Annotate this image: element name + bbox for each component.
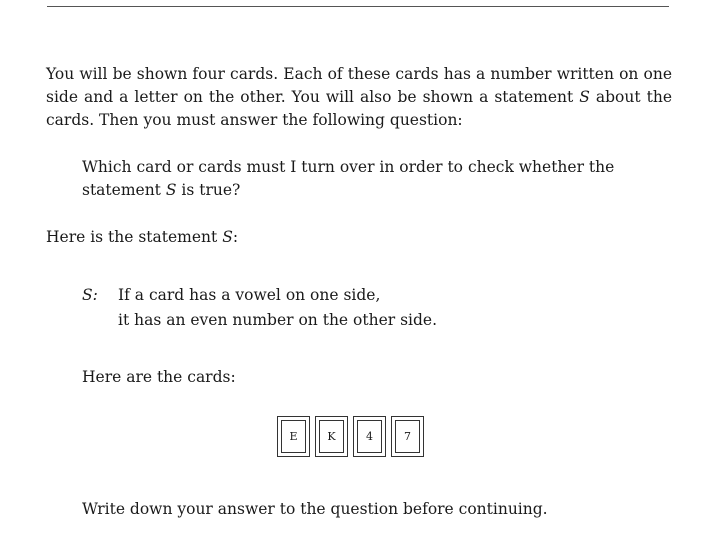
statement-body	[118, 283, 437, 333]
card-label: 4	[366, 430, 373, 443]
statement-line-1: If a card has a vowel on one side,	[118, 286, 381, 304]
intro-paragraph	[46, 63, 672, 132]
cards-row	[277, 416, 424, 457]
card-label: 7	[404, 430, 411, 443]
statement-label-text: S:	[82, 286, 98, 304]
statement-block	[82, 283, 437, 333]
card-e[interactable]	[277, 416, 310, 457]
cards-intro: Here are the cards:	[82, 368, 236, 386]
intro-var: S	[579, 88, 590, 106]
statement-label	[82, 283, 118, 333]
card-label: E	[289, 430, 298, 443]
final-instruction: Write down your answer to the question before continuing.	[82, 500, 548, 518]
question-paragraph	[82, 156, 672, 202]
intro-text: You will be shown four cards. Each of these cards has a number written on one side and a letter on the other. You will also be shown a statement	[46, 65, 672, 106]
question-var: S	[165, 181, 177, 199]
statement-intro-text-end: :	[232, 228, 239, 246]
top-rule	[47, 6, 669, 7]
statement-intro	[46, 226, 238, 249]
question-text-end: is true?	[176, 181, 241, 199]
card-label: K	[327, 430, 336, 443]
statement-line-2: it has an even number on the other side.	[118, 311, 438, 329]
question-text: Which card or cards must I turn over in order to check whether the statement	[82, 158, 615, 199]
card-7[interactable]	[391, 416, 424, 457]
statement-intro-var: S	[222, 228, 233, 246]
intro-text-end: about the cards. Then you must answer the following question:	[46, 88, 672, 129]
statement-intro-text: Here is the statement	[46, 228, 223, 246]
card-4[interactable]	[353, 416, 386, 457]
card-k[interactable]	[315, 416, 348, 457]
